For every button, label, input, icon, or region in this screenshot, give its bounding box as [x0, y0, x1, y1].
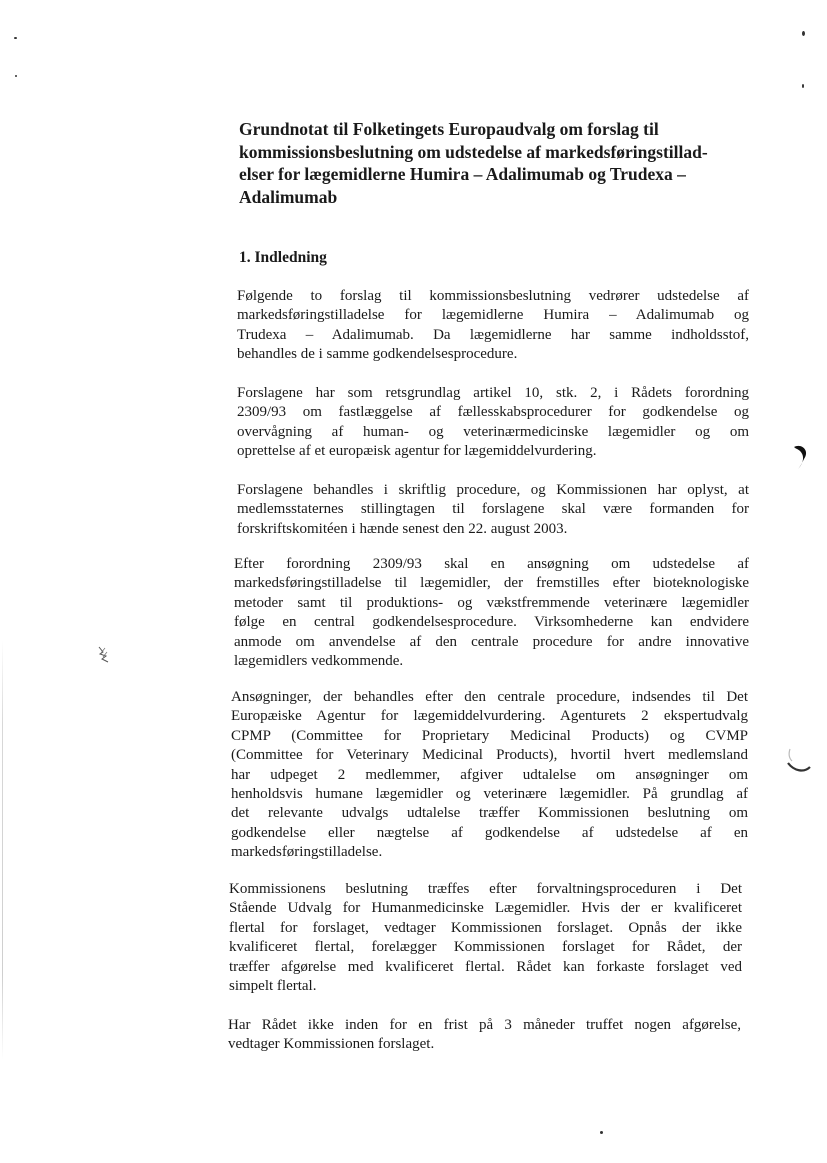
text-line: overvågning af human- og veterinærmedicinske lægemidler og om [237, 423, 749, 440]
scan-speck [600, 1131, 603, 1134]
document-title [239, 118, 749, 208]
text-line: Har Rådet ikke inden for en frist på 3 måneder truffet nogen afgørelse, [228, 1017, 741, 1033]
text-line: Følgende to forslag til kommissionsbeslutning vedrører udstedelse af [237, 288, 749, 304]
text-line: henholdsvis humane lægemidler og veterinære lægemidler. På grundlag af [231, 786, 748, 803]
text-line: Efter forordning 2309/93 skal en ansøgning om udstedelse af [234, 556, 749, 572]
title-line: elser for lægemidlerne Humira – Adalimumab og Trudexa – [239, 164, 686, 184]
punch-hole-icon [790, 443, 810, 471]
text-line: godkendelse eller nægtelse af godkendelse af udstedelse af en [231, 824, 748, 841]
text-line: anmode om anvendelse af den centrale procedure for andre innovative [234, 633, 749, 650]
staple-mark-icon [786, 745, 812, 777]
text-line: (Committee for Veterinary Medicinal Products), hvortil hvert medlemsland [231, 747, 748, 764]
text-line: metoder samt til produktions- og vækstfremmende veterinære lægemidler [234, 594, 749, 611]
section-heading: 1. Indledning [239, 249, 327, 266]
text-line: Forslagene behandles i skriftlig procedure, og Kommissionen har oplyst, at [237, 482, 749, 498]
paragraph-legal-basis [237, 384, 749, 462]
text-line: Forslagene har som retsgrundlag artikel 10, stk. 2, i Rådets forordning [237, 385, 749, 401]
text-line: 2309/93 om fastlæggelse af fællesskabsprocedurer for godkendelse og [237, 404, 749, 421]
text-line: CPMP (Committee for Proprietary Medicinal Products) og CVMP [231, 727, 748, 744]
text-line: kvalificeret flertal, forelægger Kommissionen forslaget for Rådet, der [229, 939, 742, 956]
text-line: Europæiske Agentur for lægemiddelvurdering. Agenturets 2 ekspertudvalg [231, 708, 748, 725]
text-line: træffer afgørelse med kvalificeret flertal. Rådet kan forkaste forslaget ved [229, 958, 742, 975]
paragraph-regulation [234, 555, 749, 671]
text-line: Kommissionens beslutning træffes efter forvaltningsproceduren i Det [229, 881, 742, 897]
text-line: Stående Udvalg for Humanmedicinske Lægemidler. Hvis der er kvalificeret [229, 900, 742, 917]
paragraph-written-procedure [237, 481, 749, 539]
text-line: Trudexa – Adalimumab. Da lægemidlerne har samme indholdsstof, [237, 326, 749, 343]
text-line: følge en central godkendelsesprocedure. Virksomhederne kan endvidere [234, 614, 749, 631]
title-line: kommissionsbeslutning om udstedelse af markedsføringstillad- [239, 141, 708, 162]
text-line: lægemidlers vedkommende. [234, 653, 404, 670]
text-line: det relevante udvalgs udtalelse træffer Kommissionen beslutning om [231, 805, 748, 822]
scan-speck [802, 31, 805, 36]
paragraph-applications [231, 688, 748, 863]
text-line: simpelt flertal. [229, 978, 317, 995]
text-line: Ansøgninger, der behandles efter den centrale procedure, indsendes til Det [231, 689, 748, 705]
text-line: markedsføringstilladelse. [231, 844, 383, 861]
paragraph-intro [237, 287, 749, 365]
scan-speck [14, 37, 17, 39]
scan-edge-line [2, 640, 3, 1060]
scan-smudge-icon [93, 644, 115, 666]
text-line: forskriftskomitéen i hænde senest den 22. august 2003. [237, 520, 568, 537]
text-line: vedtager Kommissionen forslaget. [228, 1036, 435, 1053]
scan-speck [802, 84, 804, 88]
title-line: Adalimumab [239, 186, 338, 207]
text-line: flertal for forslaget, vedtager Kommissionen forslaget. Opnås der ikke [229, 919, 742, 936]
text-line: har udpeget 2 medlemmer, afgiver udtalelse om ansøgninger om [231, 766, 748, 783]
text-line: medlemsstaternes stillingtagen til forslagene skal være formanden for [237, 501, 749, 518]
title-line: Grundnotat til Folketingets Europaudvalg om forslag til [239, 119, 659, 139]
text-line: markedsføringstilladelse til lægemidler, der fremstilles efter bioteknologiske [234, 575, 749, 592]
paragraph-commission-decision [229, 880, 742, 996]
text-line: behandles de i samme godkendelsesprocedure. [237, 346, 518, 363]
paragraph-council-deadline [228, 1016, 741, 1055]
text-line: oprettelse af et europæisk agentur for lægemiddelvurdering. [237, 443, 597, 460]
scan-speck [15, 75, 17, 77]
text-line: markedsføringstilladelse for lægemidlerne Humira – Adalimumab og [237, 307, 749, 324]
